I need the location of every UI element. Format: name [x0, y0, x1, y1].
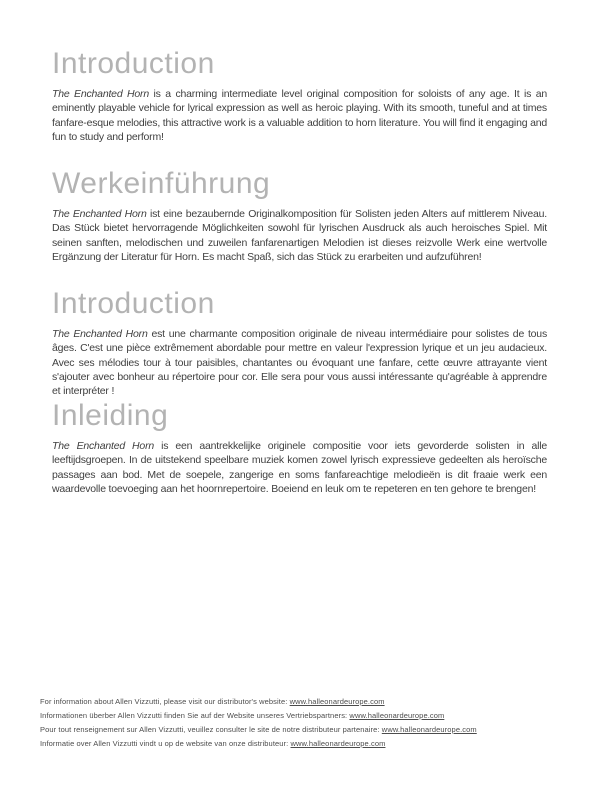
distributor-link-french[interactable]: www.halleonardeurope.com: [381, 725, 477, 734]
work-title: The Enchanted Horn: [52, 328, 148, 340]
footer-text: For information about Allen Vizzutti, please visit our distributor's website:: [40, 697, 290, 706]
footer-line-french: [40, 723, 560, 737]
paragraph-text: est une charmante composition originale de niveau intermédiaire pour solistes de tous âges. C'est une pièce extrêmement abordable pour mettre en valeur l'expression lyrique et un jeu audacieux. Avec ses mélodies tour à tour paisibles, chantantes ou évoquant une fanfare, cette œuvre attrayante vient s'ajouter avec bonheur au répertoire pour cor. Elle sera pour vous aussi intéressante qu'agréable à apprendre et interpréter !: [52, 328, 547, 398]
section-english: [52, 48, 547, 144]
footer-text: Pour tout renseignement sur Allen Vizzutti, veuillez consulter le site de notre distributeur partenaire:: [40, 725, 382, 734]
section-german: [52, 168, 547, 264]
footer-text: Informationen überber Allen Vizzutti finden Sie auf der Website unseres Vertriebspartners:: [40, 711, 350, 720]
footer-line-german: [40, 709, 560, 723]
section-paragraph-dutch: [52, 439, 547, 496]
paragraph-text: is a charming intermediate level original composition for soloists of any age. It is an eminently playable vehicle for lyrical expression as well as heroic playing. With its smooth, tuneful and at times fanfare-esque melodies, this attractive work is a valuable addition to horn literature. You will find it engaging and fun to study and perform!: [52, 88, 547, 143]
section-heading-french: Introduction: [52, 287, 215, 320]
section-paragraph-german: [52, 207, 547, 264]
distributor-footer: [40, 695, 560, 751]
section-heading-german: Werkeinführung: [52, 167, 271, 200]
section-heading-dutch: Inleiding: [52, 399, 169, 432]
work-title: The Enchanted Horn: [52, 440, 155, 452]
section-heading-english: Introduction: [52, 47, 215, 80]
section-dutch: [52, 400, 547, 496]
distributor-link-dutch[interactable]: www.halleonardeurope.com: [290, 739, 386, 748]
footer-line-english: [40, 695, 560, 709]
footer-text: Informatie over Allen Vizzutti vindt u op de website van onze distributeur:: [40, 739, 291, 748]
paragraph-text: is een aantrekkelijke originele compositie voor iets gevorderde solisten in alle leeftijdsgroepen. In de uitstekend speelbare muziek komen zowel lyrisch expressieve gedeelten als heroïsche passages aan bod. Met de soepele, zangerige en soms fanfareachtige melodieën is dit fraaie werk een waardevolle toevoeging aan het hoornrepertoire. Boeiend en leuk om te repeteren en ten gehore te brengen!: [52, 440, 548, 495]
work-title: The Enchanted Horn: [52, 88, 149, 100]
distributor-link-german[interactable]: www.halleonardeurope.com: [349, 711, 445, 720]
paragraph-text: ist eine bezaubernde Originalkomposition für Solisten jeden Alters auf mittlerem Niveau. Das Stück bietet hervorragende Möglichkeiten sowohl für lyrischen Ausdruck als auch heroisches Spiel. Mit seinen sanften, melodischen und zuweilen fanfarenartigen Melodien ist dieses reizvolle Werk eine wertvolle Ergänzung der Literatur für Horn. Es macht Spaß, sich das Stück zu erarbeiten und aufzuführen!: [52, 208, 547, 263]
work-title: The Enchanted Horn: [52, 208, 147, 220]
footer-line-dutch: [40, 737, 560, 751]
section-paragraph-french: [52, 327, 547, 398]
distributor-link-english[interactable]: www.halleonardeurope.com: [289, 697, 385, 706]
section-paragraph-english: [52, 87, 547, 144]
section-french: [52, 288, 547, 398]
